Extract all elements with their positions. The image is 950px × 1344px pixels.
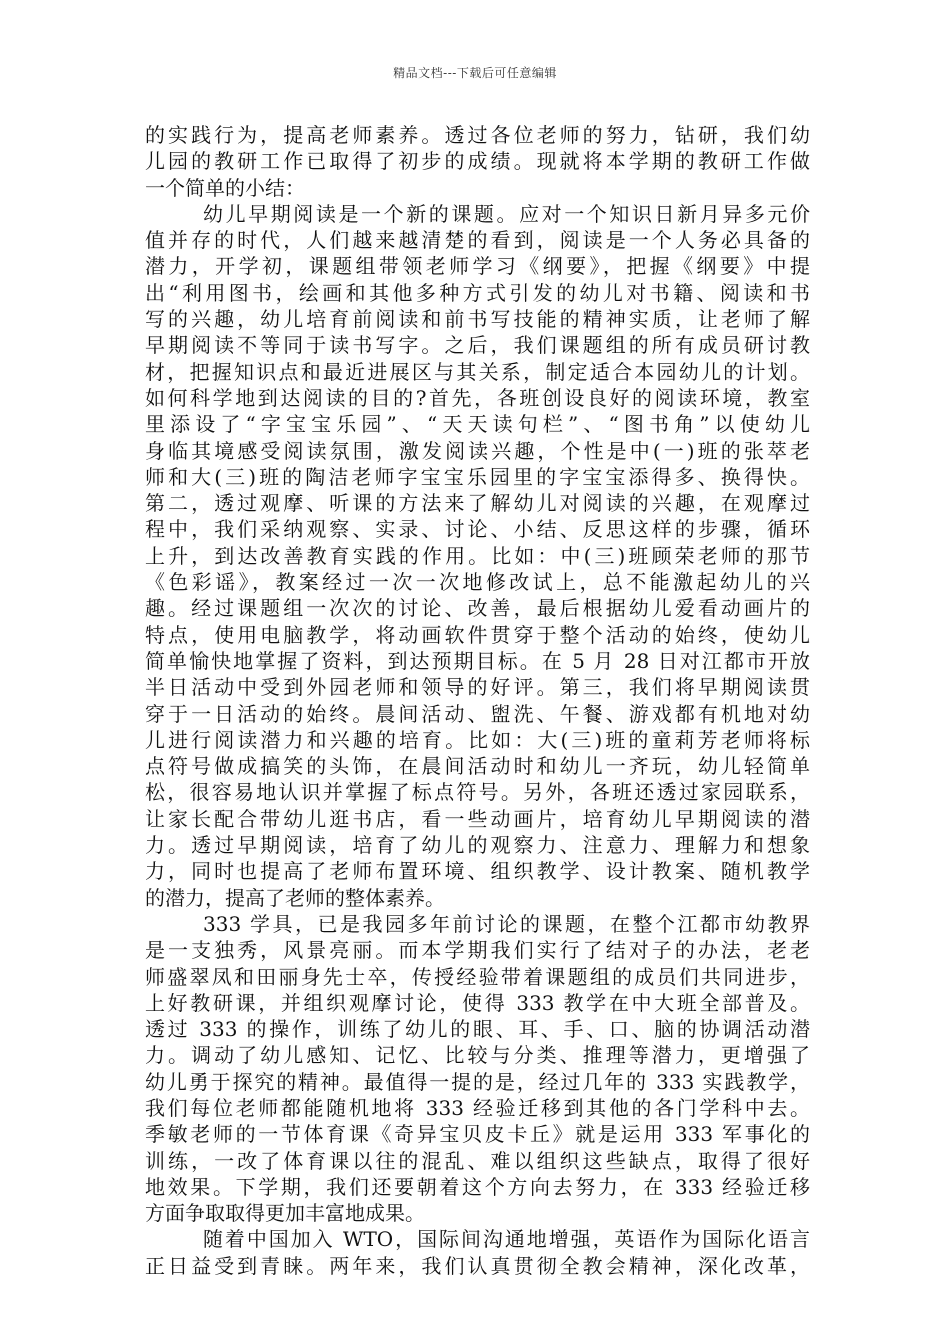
text-line: 半日活动中受到外园老师和领导的好评。第三，我们将早期阅读贯 [145,675,810,700]
text-line: 儿进行阅读潜力和兴趣的培育。比如：大(三)班的童莉芳老师将标 [145,727,810,752]
text-line: 程中，我们采纳观察、实录、讨论、小结、反思这样的步骤，循环 [145,517,810,542]
text-line: 简单愉快地掌握了资料，到达预期目标。在 5 月 28 日对江都市开放 [145,648,810,673]
text-line: 透过 333 的操作，训练了幼儿的眼、耳、手、口、脑的协调活动潜 [145,1017,810,1042]
text-line: 上好教研课，并组织观摩讨论，使得 333 教学在中大班全部普及。 [145,990,810,1015]
page-header: 精品文档---下载后可任意编辑 [393,66,557,80]
text-line: 季敏老师的一节体育课《奇异宝贝皮卡丘》就是运用 333 军事化的 [145,1122,810,1147]
text-line: 里添设了“字宝宝乐园”、“天天读句栏”、“图书角”以使幼儿 [145,412,810,437]
text-line: 特点，使用电脑教学，将动画软件贯穿于整个活动的始终，使幼儿 [145,622,810,647]
text-line: 333 学具，已是我园多年前讨论的课题，在整个江都市幼教界 [203,911,810,936]
text-line: 随着中国加入 WTO，国际间沟通地增强，英语作为国际化语言 [203,1227,810,1252]
text-line: 力。调动了幼儿感知、记忆、比较与分类、推理等潜力，更增强了 [145,1043,810,1068]
text-line: 材，把握知识点和最近进展区与其关系，制定适合本园幼儿的计划。 [145,359,810,384]
text-line: 第二，透过观摩、听课的方法来了解幼儿对阅读的兴趣，在观摩过 [145,491,810,516]
text-line: 正日益受到青睐。两年来，我们认真贯彻全教会精神，深化改革， [145,1253,810,1278]
document-body [145,122,810,1279]
text-line: 上升，到达改善教育实践的作用。比如：中(三)班顾荣老师的那节 [145,543,810,568]
text-line: 是一支独秀，风景亮丽。而本学期我们实行了结对子的办法，老老 [145,938,810,963]
text-line: 力。透过早期阅读，培育了幼儿的观察力、注意力、理解力和想象 [145,833,810,858]
text-line: 如何科学地到达阅读的目的?首先，各班创设良好的阅读环境，教室 [145,385,810,410]
text-line: 出“利用图书，绘画和其他多种方式引发的幼儿对书籍、阅读和书 [145,280,810,305]
text-line: 方面争取取得更加丰富地成果。 [145,1201,425,1226]
text-line: 穿于一日活动的始终。晨间活动、盥洗、午餐、游戏都有机地对幼 [145,701,810,726]
text-line: 身临其境感受阅读氛围，激发阅读兴趣，个性是中(一)班的张萃老 [145,438,810,463]
text-line: 的实践行为，提高老师素养。透过各位老师的努力，钻研，我们幼 [145,123,810,147]
text-line: 师和大(三)班的陶洁老师字宝宝乐园里的字宝宝添得多、换得快。 [145,464,810,489]
text-line: 的潜力，提高了老师的整体素养。 [145,885,445,910]
text-line: 力，同时也提高了老师布置环境、组织教学、设计教案、随机教学 [145,859,810,884]
text-line: 点符号做成搞笑的头饰，在晨间活动时和幼儿一齐玩，幼儿轻简单 [145,754,810,779]
text-line: 松，很容易地认识并掌握了标点符号。另外，各班还透过家园联系， [145,780,810,805]
text-line: 我们每位老师都能随机地将 333 经验迁移到其他的各门学科中去。 [145,1095,810,1120]
text-line: 《色彩谣》，教案经过一次一次地修改试上，总不能激起幼儿的兴 [145,570,810,595]
text-line: 训练，一改了体育课以往的混乱、难以组织这些缺点，取得了很好 [145,1148,810,1173]
text-line: 幼儿勇于探究的精神。最值得一提的是，经过几年的 333 实践教学， [145,1069,810,1094]
text-line: 幼儿早期阅读是一个新的课题。应对一个知识日新月异多元价 [203,201,810,226]
text-line: 一个简单的小结： [145,175,305,200]
text-line: 师盛翠凤和田丽身先士卒，传授经验带着课题组的成员们共同进步， [145,964,810,989]
text-line: 趣。经过课题组一次次的讨论、改善，最后根据幼儿爱看动画片的 [145,596,810,621]
text-line: 让家长配合带幼儿逛书店，看一些动画片，培育幼儿早期阅读的潜 [145,806,810,831]
text-line: 写的兴趣，幼儿培育前阅读和前书写技能的精神实质，让老师了解 [145,307,810,332]
text-line: 地效果。下学期，我们还要朝着这个方向去努力，在 333 经验迁移 [145,1174,810,1199]
text-line: 潜力，开学初，课题组带领老师学习《纲要》，把握《纲要》中提 [145,254,810,279]
text-line: 儿园的教研工作已取得了初步的成绩。现就将本学期的教研工作做 [145,149,810,174]
text-line: 早期阅读不等同于读书写字。之后，我们课题组的所有成员研讨教 [145,333,810,358]
text-line: 值并存的时代，人们越来越清楚的看到，阅读是一个人务必具备的 [145,228,810,253]
